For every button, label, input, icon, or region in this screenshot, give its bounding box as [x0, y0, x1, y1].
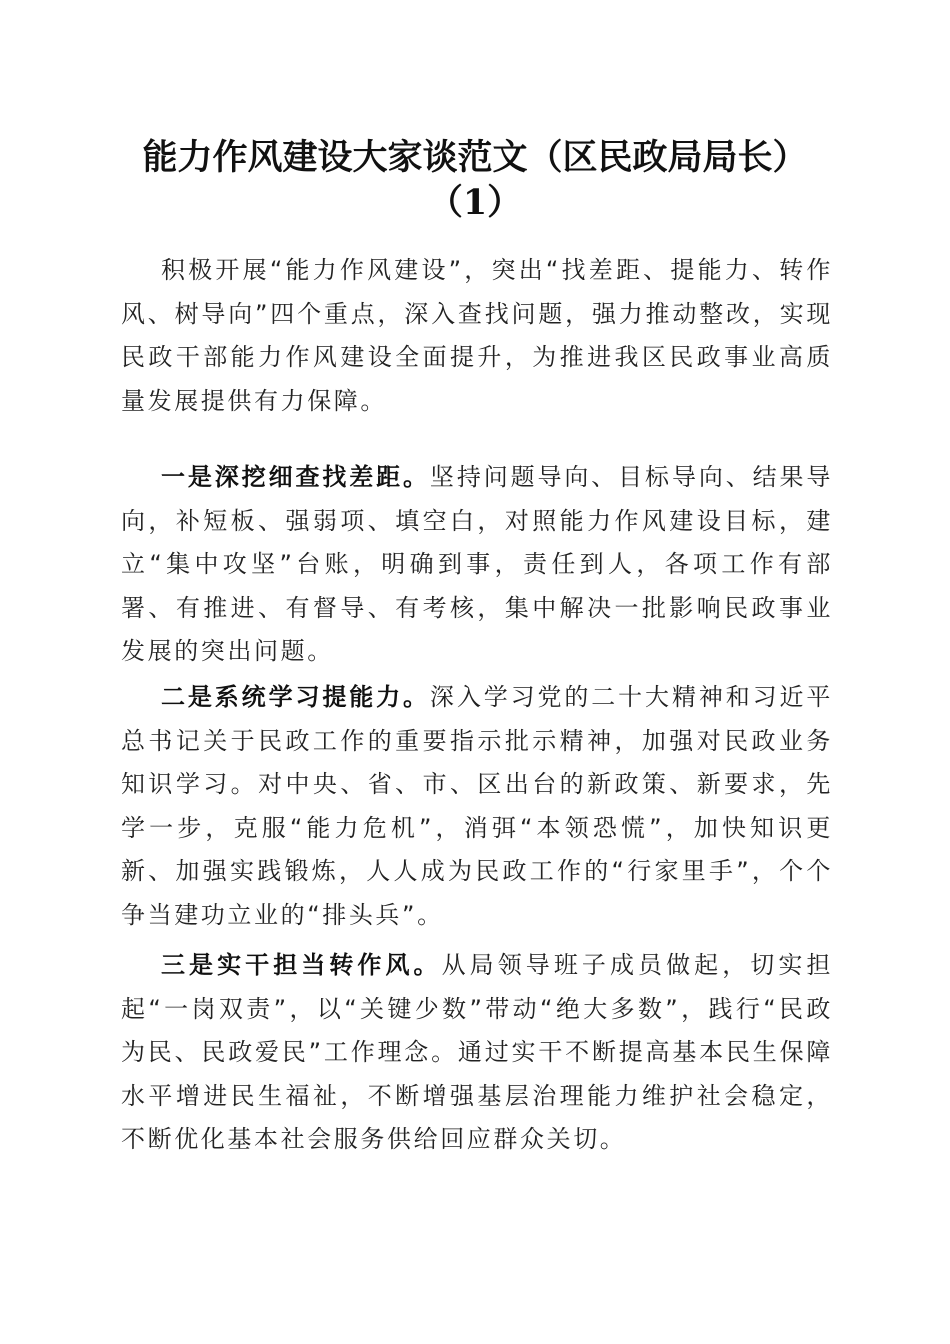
paragraph-point-2-lead: 二是系统学习提能力。	[161, 682, 430, 711]
paragraph-point-3-lead: 三是实干担当转作风。	[161, 950, 442, 979]
paragraph-point-1	[121, 455, 833, 674]
paragraph-point-1-lead: 一是深挖细查找差距。	[161, 462, 430, 491]
document-title-line-2: （1）	[427, 182, 523, 223]
paragraph-point-1-text: 坚持问题导向、目标导向、结果导向，补短板、强弱项、填空白，对照能力作风建设目标，建立“集中攻坚”台账，明确到事，责任到人，各项工作有部署、有推进、有督导、有考核，集中解决一批影响民政事业发展的突出问题。	[121, 463, 834, 665]
paragraph-point-2-text: 深入学习党的二十大精神和习近平总书记关于民政工作的重要指示批示精神，加强对民政业务知识学习。对中央、省、市、区出台的新政策、新要求，先学一步，克服“能力危机”，消弭“本领恐慌”，加快知识更新、加强实践锻炼，人人成为民政工作的“行家里手”，个个争当建功立业的“排头兵”。	[121, 683, 834, 929]
paragraph-point-2	[121, 675, 833, 937]
paragraph-point-3	[121, 943, 833, 1162]
paragraph-intro	[121, 248, 833, 423]
paragraph-point-3-text: 从局领导班子成员做起，切实担起“一岗双责”，以“关键少数”带动“绝大多数”，践行“民政为民、民政爱民”工作理念。通过实干不断提高基本民生保障水平增进民生福祉，不断增强基层治理能力维护社会稳定，不断优化基本社会服务供给回应群众关切。	[121, 951, 833, 1153]
document-title-line-1: 能力作风建设大家谈范文（区民政局局长）	[142, 137, 808, 178]
paragraph-intro-text: 积极开展“能力作风建设”，突出“找差距、提能力、转作风、树导向”四个重点，深入查找问题，强力推动整改，实现民政干部能力作风建设全面提升，为推进我区民政事业高质量发展提供有力保障。	[121, 256, 833, 415]
